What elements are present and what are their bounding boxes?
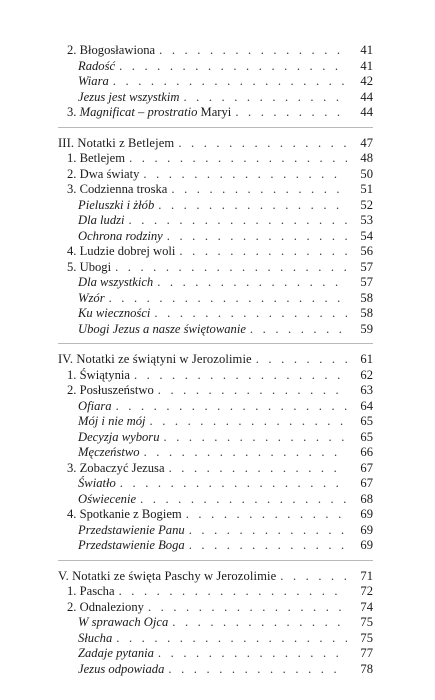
dot-leader (129, 213, 347, 229)
entry-title: Ubogi Jezus a nasze świętowanie (78, 321, 246, 336)
entry-title: 3. Codzienna troska (67, 182, 168, 196)
entry-title: IV. Notatki ze świątyni w Jerozolimie (58, 352, 252, 366)
toc-subsection-entry[interactable] (58, 538, 373, 554)
dot-leader (235, 105, 347, 121)
page-number: 44 (360, 105, 373, 119)
dot-leader (113, 74, 347, 90)
toc-section-entry[interactable] (58, 383, 373, 399)
entry-title: Przedstawienie Boga (78, 538, 185, 552)
entry-title: 2. Błogosławiona (67, 43, 156, 57)
entry-title: Decyzja wyboru (78, 429, 160, 444)
toc-subsection-entry[interactable] (58, 646, 373, 662)
entry-title: Męczeństwo (78, 445, 140, 459)
table-of-contents (58, 43, 373, 677)
toc-subsection-entry[interactable] (58, 291, 373, 307)
entry-title: Zadaje pytania (78, 646, 154, 660)
page-number: 65 (360, 414, 373, 428)
toc-subsection-entry[interactable] (58, 615, 373, 631)
entry-title: 2. Dwa światy (67, 166, 140, 181)
dot-leader (157, 275, 347, 291)
dot-leader (148, 600, 347, 616)
page-number: 74 (360, 599, 373, 614)
page-number: 66 (360, 445, 373, 459)
dot-leader (189, 523, 347, 539)
toc-subsection-entry[interactable] (58, 229, 373, 245)
page-number: 41 (360, 43, 373, 57)
dot-leader (158, 646, 347, 662)
dot-leader (256, 352, 347, 368)
entry-title: Ochrona rodziny (78, 228, 163, 243)
toc-section-entry[interactable] (58, 461, 373, 477)
entry-title: Radość (78, 58, 116, 73)
toc-section (58, 560, 373, 678)
dot-leader (183, 90, 347, 106)
dot-leader (178, 136, 347, 152)
dot-leader (189, 538, 347, 554)
toc-section-entry[interactable] (58, 43, 373, 59)
toc-section-entry[interactable] (58, 260, 373, 276)
toc-chapter-entry[interactable] (58, 136, 373, 152)
entry-title-prefix: 3. (67, 105, 80, 119)
dot-leader (186, 507, 347, 523)
entry-title: Ku wieczności (78, 306, 151, 320)
page-number: 69 (360, 507, 373, 521)
page-number: 62 (360, 367, 373, 382)
page-number: 64 (360, 398, 373, 413)
entry-title: 3. Zobaczyć Jezusa (67, 460, 165, 475)
entry-title: Oświecenie (78, 491, 137, 506)
page-number: 71 (360, 568, 373, 583)
toc-subsection-entry[interactable] (58, 430, 373, 446)
entry-title: Słucha (78, 630, 113, 645)
entry-title: Dla ludzi (78, 213, 125, 227)
toc-subsection-entry[interactable] (58, 322, 373, 338)
page-number: 47 (360, 135, 373, 150)
entry-title (67, 105, 231, 121)
toc-subsection-entry[interactable] (58, 476, 373, 492)
page-number: 68 (360, 491, 373, 506)
dot-leader (169, 461, 347, 477)
dot-leader (159, 43, 347, 59)
page-number: 77 (360, 646, 373, 660)
dot-leader (171, 182, 347, 198)
toc-subsection-entry[interactable] (58, 198, 373, 214)
page-number: 53 (360, 213, 373, 227)
toc-subsection-entry[interactable] (58, 90, 373, 106)
toc-subsection-entry[interactable] (58, 414, 373, 430)
dot-leader (154, 306, 347, 322)
page-number: 42 (360, 74, 373, 88)
entry-title: 2. Odnaleziony (67, 599, 144, 614)
dot-leader (115, 260, 347, 276)
page-number: 59 (360, 321, 373, 336)
dot-leader (143, 167, 347, 183)
page-number: 75 (360, 615, 373, 629)
page-number: 50 (360, 166, 373, 181)
dot-leader (116, 631, 347, 647)
page-number: 69 (360, 538, 373, 552)
toc-chapter-entry[interactable] (58, 569, 373, 585)
page-number: 65 (360, 429, 373, 444)
dot-leader (129, 151, 347, 167)
toc-subsection-entry[interactable] (58, 445, 373, 461)
toc-section-entry[interactable] (58, 182, 373, 198)
dot-leader (109, 291, 347, 307)
toc-section-entry[interactable] (58, 368, 373, 384)
entry-title: Mój i nie mój (78, 414, 146, 428)
entry-title: V. Notatki ze święta Paschy w Jerozolimie (58, 568, 277, 583)
page-number: 52 (360, 197, 373, 212)
entry-title: 5. Ubogi (67, 259, 112, 274)
entry-title: Ofiara (78, 398, 112, 413)
toc-subsection-entry[interactable] (58, 523, 373, 539)
dot-leader (164, 430, 348, 446)
dot-leader (150, 414, 347, 430)
entry-title: III. Notatki z Betlejem (58, 135, 175, 150)
dot-leader (158, 198, 347, 214)
page-number: 58 (360, 290, 373, 305)
toc-chapter-entry[interactable] (58, 352, 373, 368)
dot-leader (280, 569, 347, 585)
entry-title: W sprawach Ojca (78, 615, 169, 629)
page-number: 58 (360, 306, 373, 320)
toc-section (58, 127, 373, 338)
entry-title: Światło (78, 476, 116, 490)
toc-section-entry[interactable] (58, 507, 373, 523)
dot-leader (134, 368, 347, 384)
toc-section-entry[interactable] (58, 244, 373, 260)
dot-leader (168, 662, 347, 678)
dot-leader (250, 322, 347, 338)
dot-leader (167, 229, 347, 245)
toc-section (58, 343, 373, 554)
entry-title: 1. Świątynia (67, 367, 130, 382)
toc-subsection-entry[interactable] (58, 74, 373, 90)
page-number: 75 (360, 630, 373, 645)
toc-subsection-entry[interactable] (58, 631, 373, 647)
page-number: 72 (360, 584, 373, 598)
entry-title: 2. Posłuszeństwo (67, 383, 154, 397)
entry-title: Wiara (78, 74, 109, 88)
dot-leader (158, 383, 347, 399)
page-number: 69 (360, 522, 373, 537)
dot-leader (120, 476, 347, 492)
page-number: 67 (360, 460, 373, 475)
toc-subsection-entry[interactable] (58, 213, 373, 229)
page-number: 48 (360, 151, 373, 165)
entry-title: Jezus jest wszystkim (78, 89, 180, 104)
dot-leader (144, 445, 347, 461)
entry-title: 4. Ludzie dobrej woli (67, 244, 176, 258)
toc-section-entry[interactable] (58, 600, 373, 616)
toc-subsection-entry[interactable] (58, 492, 373, 508)
page-number: 57 (360, 259, 373, 274)
dot-leader (179, 244, 347, 260)
toc-subsection-entry[interactable] (58, 399, 373, 415)
page-number: 67 (360, 476, 373, 490)
entry-title: Wzór (78, 290, 105, 305)
page-number: 41 (360, 58, 373, 73)
entry-title-suffix: Maryi (197, 105, 232, 119)
page-number: 61 (360, 352, 373, 366)
dot-leader (119, 59, 347, 75)
toc-section (58, 43, 373, 121)
toc-subsection-entry[interactable] (58, 306, 373, 322)
page-number: 78 (360, 661, 373, 676)
toc-section-entry[interactable] (58, 105, 373, 121)
page-number: 57 (360, 275, 373, 289)
toc-subsection-entry[interactable] (58, 275, 373, 291)
page-number: 54 (360, 228, 373, 243)
entry-title: 1. Betlejem (67, 151, 126, 165)
dot-leader (119, 584, 347, 600)
toc-subsection-entry[interactable] (58, 59, 373, 75)
entry-title: 4. Spotkanie z Bogiem (67, 507, 182, 521)
page-number: 63 (360, 383, 373, 397)
toc-section-entry[interactable] (58, 151, 373, 167)
dot-leader (172, 615, 347, 631)
page-number: 51 (360, 182, 373, 196)
dot-leader (116, 399, 347, 415)
page-number: 44 (360, 89, 373, 104)
toc-subsection-entry[interactable] (58, 662, 373, 678)
entry-title-italic: Magnificat – prostratio (79, 105, 198, 119)
entry-title: Dla wszystkich (78, 275, 154, 289)
entry-title: 1. Pascha (67, 584, 115, 598)
dot-leader (140, 492, 347, 508)
toc-section-entry[interactable] (58, 167, 373, 183)
entry-title: Pieluszki i żłób (78, 197, 155, 212)
entry-title: Jezus odpowiada (78, 661, 165, 676)
toc-section-entry[interactable] (58, 584, 373, 600)
page-number: 56 (360, 244, 373, 258)
entry-title: Przedstawienie Panu (78, 522, 185, 537)
